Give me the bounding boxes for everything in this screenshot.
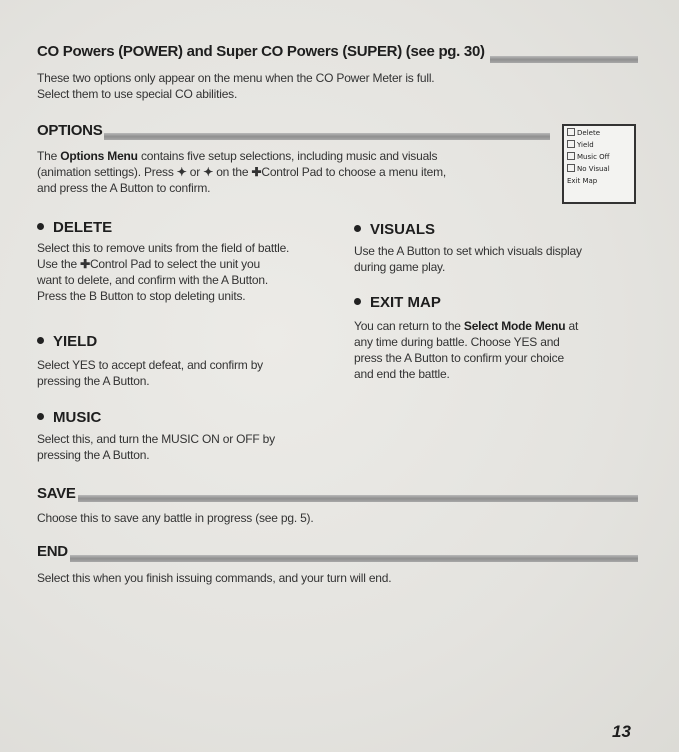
bullet-icon — [37, 337, 44, 344]
bullet-icon — [37, 413, 44, 420]
text-run: or — [186, 165, 204, 179]
music-note-icon — [567, 152, 575, 160]
text-run: on the — [213, 165, 252, 179]
delete-line: Press the B Button to stop deleting units. — [37, 289, 246, 303]
text-run: Control Pad to select the unit you — [89, 257, 260, 271]
save-heading-bar — [78, 495, 638, 502]
co-powers-line: These two options only appear on the menu when the CO Power Meter is full. — [37, 71, 435, 85]
delete-line: Select this to remove units from the field of battle. — [37, 241, 290, 255]
exit-map-line: any time during battle. Choose YES and — [354, 335, 560, 349]
yield-text — [37, 357, 347, 389]
yield-line: Select YES to accept defeat, and confirm by — [37, 358, 263, 372]
control-pad-icon: ✚ — [80, 257, 90, 271]
save-heading: SAVE — [37, 485, 76, 502]
menu-item-label: Delete — [577, 129, 600, 137]
menu-item-yield — [567, 139, 631, 151]
visuals-line: Use the A Button to set which visuals display — [354, 244, 582, 258]
subheading-label: EXIT MAP — [370, 294, 441, 311]
end-text: Select this when you finish issuing commands, and your turn will end. — [37, 571, 392, 585]
text-run: You can return to the — [354, 319, 464, 333]
yield-line: pressing the A Button. — [37, 374, 150, 388]
bullet-icon — [354, 225, 361, 232]
music-subheading — [37, 409, 101, 426]
options-heading: OPTIONS — [37, 122, 103, 139]
save-text: Choose this to save any battle in progress (see pg. 5). — [37, 511, 314, 525]
exit-map-line — [354, 318, 654, 334]
options-menu-term: Options Menu — [60, 149, 138, 163]
menu-item-exit-map — [567, 175, 631, 187]
down-arrow-icon: ✦ — [203, 165, 214, 179]
bullet-icon — [354, 298, 361, 305]
music-line: pressing the A Button. — [37, 448, 150, 462]
exit-map-subheading — [354, 294, 441, 311]
menu-item-label: No Visual — [577, 165, 610, 173]
text-run: Use the — [37, 257, 81, 271]
co-powers-line: Select them to use special CO abilities. — [37, 87, 238, 101]
delete-text — [37, 240, 347, 304]
menu-item-label: Yield — [577, 141, 594, 149]
flag-icon — [567, 140, 575, 148]
exit-map-line: and end the battle. — [354, 367, 450, 381]
menu-item-visual — [567, 163, 631, 175]
visual-icon — [567, 164, 575, 172]
text-run: contains five setup selections, including music and visuals — [137, 149, 438, 163]
menu-item-label: Music Off — [577, 153, 610, 161]
subheading-label: YIELD — [53, 333, 98, 350]
delete-icon — [567, 128, 575, 136]
co-powers-text — [37, 70, 577, 102]
delete-line: want to delete, and confirm with the A Button. — [37, 273, 268, 287]
yield-subheading — [37, 333, 97, 350]
page-number: 13 — [612, 722, 631, 741]
options-menu-screenshot — [562, 124, 636, 204]
exit-map-line: press the A Button to confirm your choice — [354, 351, 564, 365]
music-line: Select this, and turn the MUSIC ON or OFF by — [37, 432, 275, 446]
visuals-subheading — [354, 221, 435, 238]
visuals-text — [354, 243, 654, 275]
exit-map-text — [354, 318, 654, 382]
text-run: The — [37, 149, 61, 163]
music-text — [37, 431, 347, 463]
menu-item-music — [567, 151, 631, 163]
text-run: at — [565, 319, 579, 333]
subheading-label: VISUALS — [370, 221, 436, 238]
subheading-label: MUSIC — [53, 409, 102, 426]
co-powers-heading: CO Powers (POWER) and Super CO Powers (SUPER) (see pg. 30) — [37, 43, 485, 60]
menu-item-delete — [567, 127, 631, 139]
options-text — [37, 148, 557, 196]
visuals-line: during game play. — [354, 260, 446, 274]
menu-item-label: Exit Map — [567, 177, 598, 185]
options-heading-bar — [104, 133, 550, 140]
end-heading-bar — [70, 555, 638, 562]
delete-line — [37, 256, 347, 272]
up-arrow-icon: ✦ — [176, 165, 187, 179]
co-powers-heading-bar — [490, 56, 638, 63]
options-line-2 — [37, 164, 557, 180]
options-line-1 — [37, 148, 557, 164]
bullet-icon — [37, 223, 44, 230]
text-run: Control Pad to choose a menu item, — [261, 165, 446, 179]
end-heading: END — [37, 543, 68, 560]
options-line-3: and press the A Button to confirm. — [37, 181, 211, 195]
subheading-label: DELETE — [53, 219, 113, 236]
text-run: (animation settings). Press — [37, 165, 177, 179]
select-mode-menu-term: Select Mode Menu — [463, 319, 566, 333]
delete-subheading — [37, 219, 112, 236]
control-pad-icon: ✚ — [251, 165, 262, 179]
